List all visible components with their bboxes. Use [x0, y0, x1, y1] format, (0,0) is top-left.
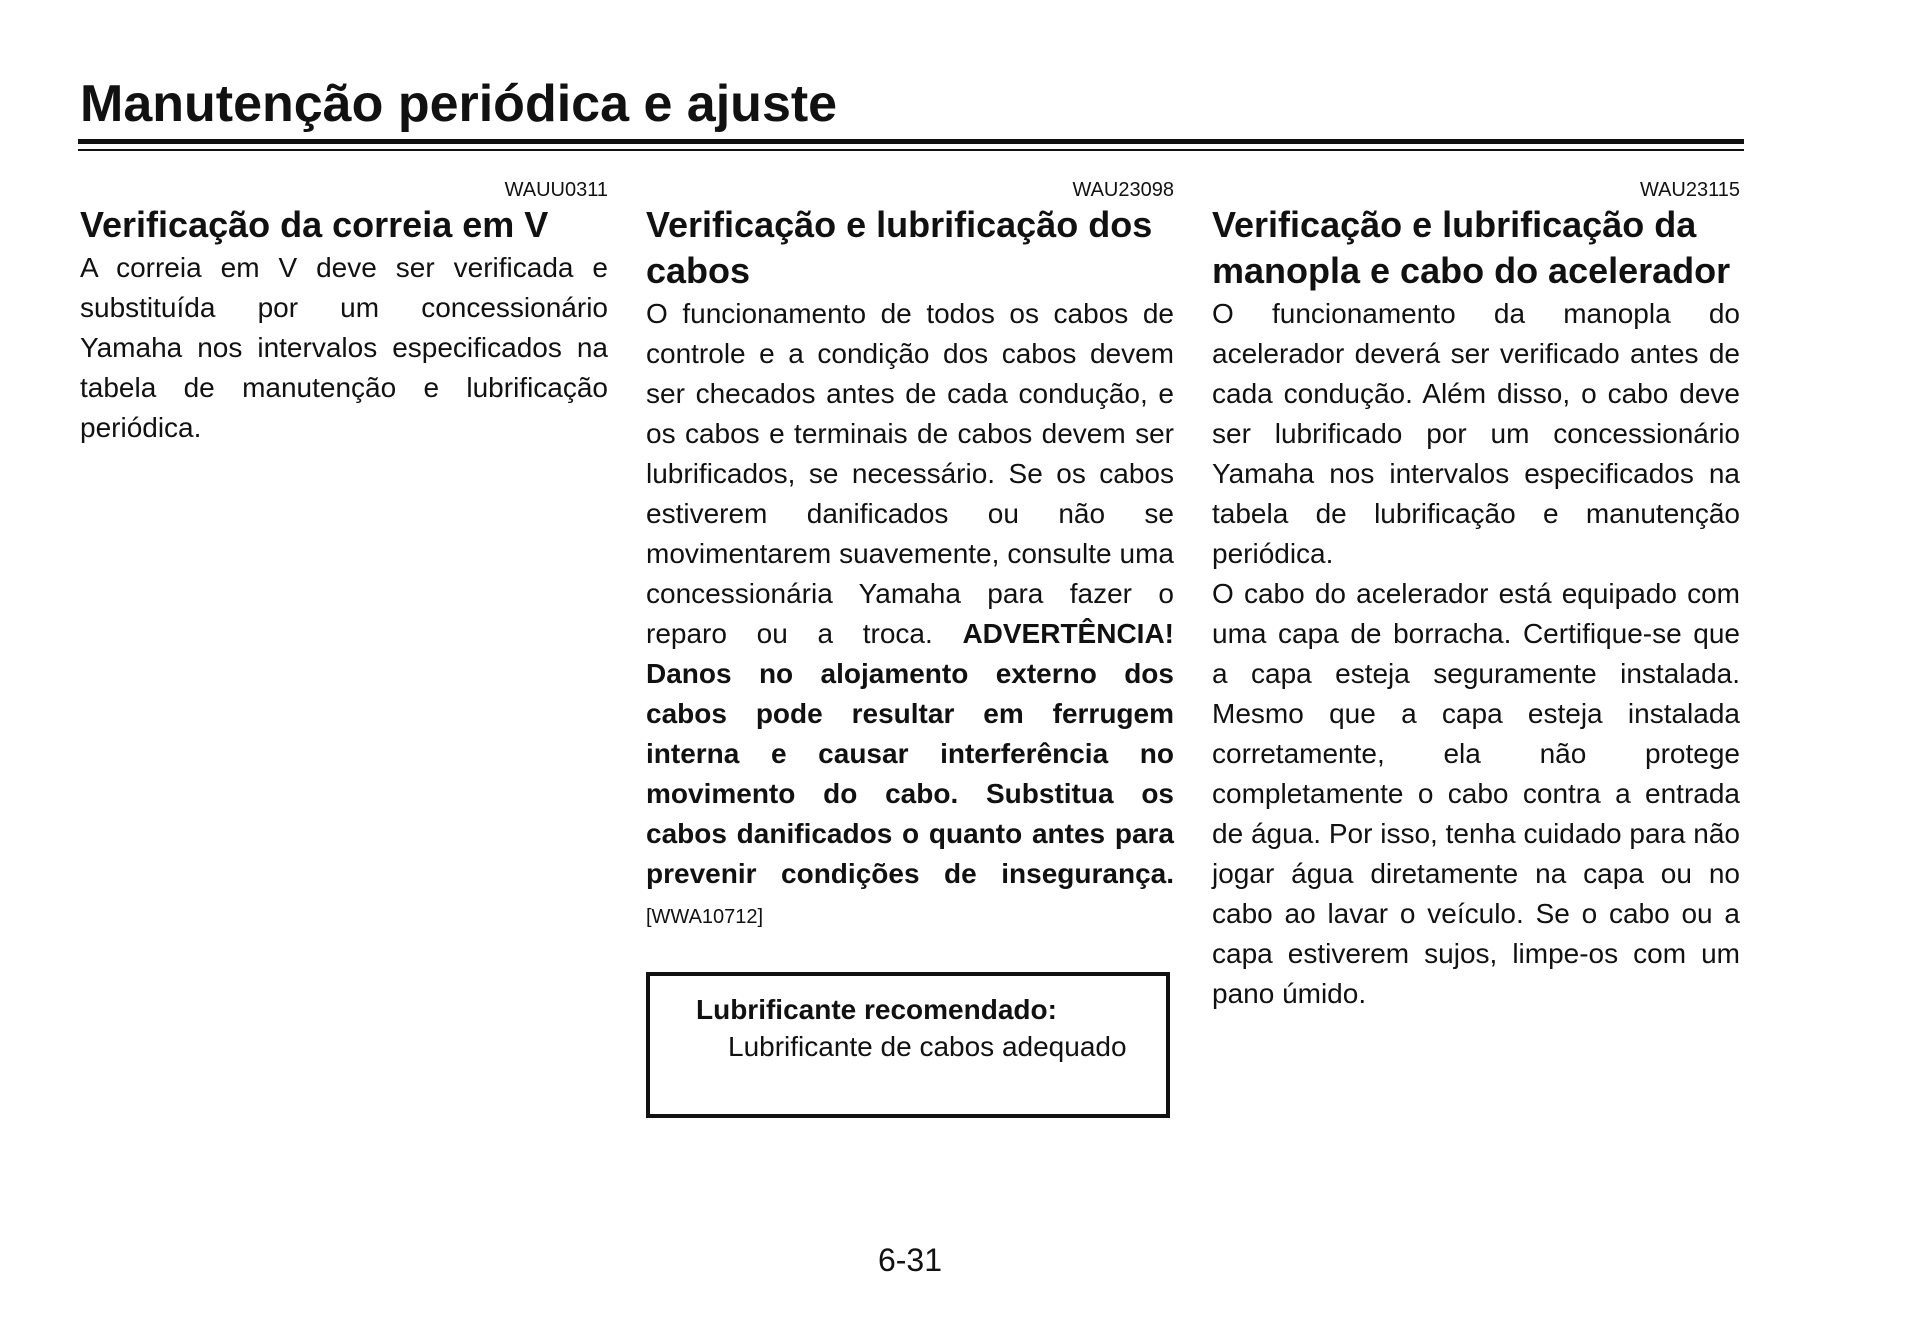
page-number: 6-31: [877, 1242, 943, 1278]
section-paragraph: [646, 294, 1174, 937]
section-code: WAUU0311: [504, 179, 608, 201]
section-throttle: [1212, 178, 1740, 1014]
title-rule-thin: [78, 149, 1744, 151]
section-paragraph: O funcionamento da manopla do acelerador deverá ser verificado antes de cada condução. Além disso, o cabo deve ser lubrificado por um concessionário Yamaha nos intervalos especificados na tabela de lubrificação e manutenção periódica.: [1212, 298, 1740, 569]
lubricant-label: Lubrificante recomendado:: [696, 994, 1057, 1025]
warning-text: ADVERTÊNCIA! Danos no alojamento externo dos cabos pode resultar em ferrugem interna e causar interferência no movimento do cabo. Substitua os cabos danificados o quanto antes para prevenir condições de insegurança.: [646, 618, 1174, 889]
paragraph-text: O funcionamento de todos os cabos de controle e a condição dos cabos devem ser checados antes de cada condução, e os cabos e terminais de cabos devem ser lubrificados, se necessário. Se os cabos estiverem danificados ou não se movimentarem suavemente, consulte uma concessionária Yamaha para fazer o reparo ou a troca.: [646, 298, 1174, 649]
section-v-belt: [80, 178, 608, 448]
lubricant-value: Lubrificante de cabos adequado: [728, 1031, 1127, 1062]
recommended-lubricant-box: [646, 972, 1170, 1118]
section-code: WAU23098: [1072, 179, 1174, 201]
page-title: Manutenção periódica e ajuste: [80, 75, 838, 133]
section-code: WAU23115: [1639, 179, 1740, 201]
section-cables: [646, 178, 1174, 937]
section-title: Verificação e lubrificação dos cabos: [646, 204, 1153, 291]
section-paragraph: A correia em V deve ser verificada e substituída por um concessionário Yamaha nos intervalos especificados na tabela de manutenção e lubrificação periódica.: [80, 252, 608, 443]
title-rule-thick: [78, 139, 1744, 144]
warning-code: [WWA10712]: [646, 906, 764, 928]
section-paragraph: O cabo do acelerador está equipado com uma capa de borracha. Certifique-se que a capa esteja seguramente instalada. Mesmo que a capa esteja instalada corretamente, ela não protege completamente o cabo contra a entrada de água. Por isso, tenha cuidado para não jogar água diretamente na capa ou no cabo ao lavar o veículo. Se o cabo ou a capa estiverem sujos, limpe-os com um pano úmido.: [1212, 578, 1740, 1009]
section-title: Verificação da correia em V: [80, 204, 549, 245]
section-title: Verificação e lubrificação da manopla e cabo do acelerador: [1212, 204, 1731, 291]
